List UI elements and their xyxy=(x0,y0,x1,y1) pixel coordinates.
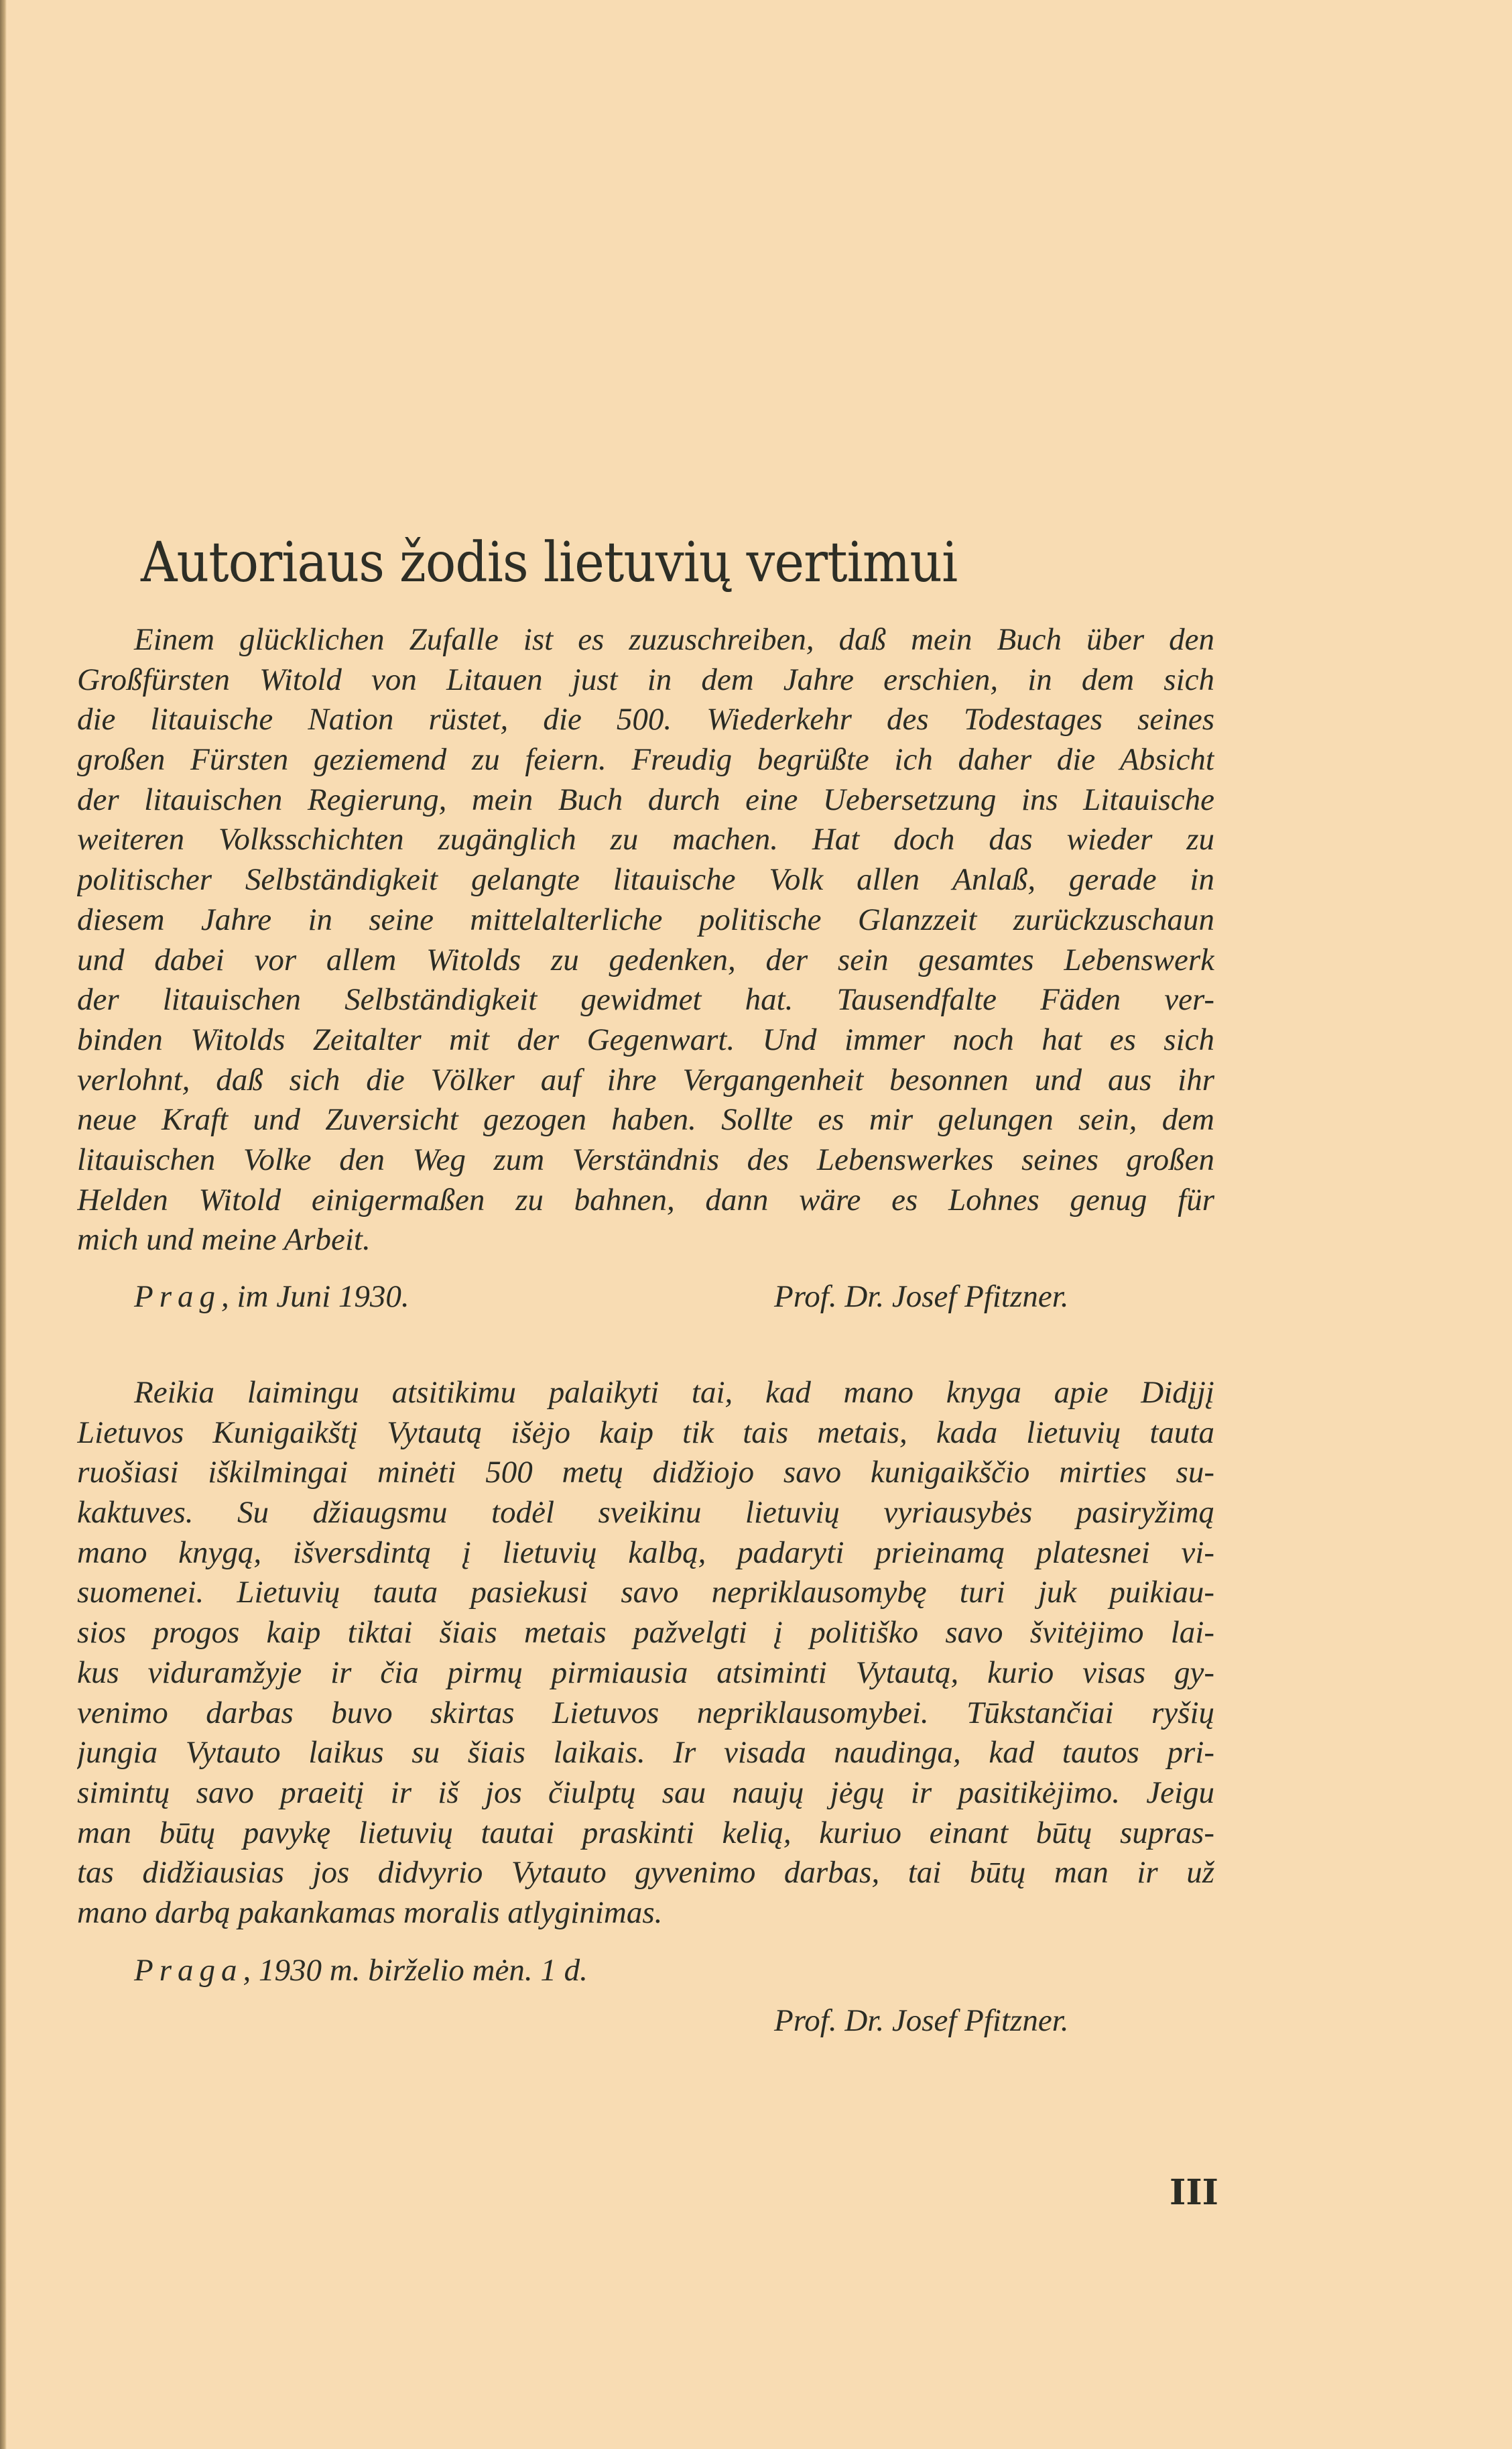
text-line: großen Fürsten geziemend zu feiern. Freudig begrüßte ich daher die Absicht xyxy=(77,742,1214,778)
text-line: tas didžiausias jos didvyrio Vytauto gyvenimo darbas, tai būtų man ir už xyxy=(77,1855,1214,1891)
text-line: suomenei. Lietuvių tauta pasiekusi savo nepriklausomybę turi juk puikiau- xyxy=(77,1575,1214,1610)
text-line: diesem Jahre in seine mittelalterliche politische Glanzzeit zurückzuschaun xyxy=(77,902,1214,937)
german-place: Prag xyxy=(134,1279,221,1314)
lithuanian-date: , 1930 m. birželio mėn. 1 d. xyxy=(243,1953,588,1988)
text-line: mich und meine Arbeit. xyxy=(77,1222,371,1258)
text-line: kaktuves. Su džiaugsmu todėl sveikinu lietuvių vyriausybės pasiryžimą xyxy=(77,1495,1214,1531)
text-line: weiteren Volksschichten zugänglich zu machen. Hat doch das wieder zu xyxy=(77,822,1214,857)
text-line: mano knygą, išversdintą į lietuvių kalbą, padaryti prieinamą platesnei vi- xyxy=(77,1535,1214,1570)
text-line: Großfürsten Witold von Litauen just in dem Jahre erschien, in dem sich xyxy=(77,662,1214,697)
german-place-date xyxy=(134,1277,410,1317)
text-line: neue Kraft und Zuversicht gezogen haben. Sollte es mir gelungen sein, dem xyxy=(77,1102,1214,1138)
page-number: III xyxy=(1170,2172,1218,2213)
text-line: venimo darbas buvo skirtas Lietuvos nepriklausomybei. Tūkstančiai ryšių xyxy=(77,1695,1214,1730)
text-line: sios progos kaip tiktai šiais metais pažvelgti į politiško savo švitėjimo lai- xyxy=(77,1615,1214,1651)
text-line: Lietuvos Kunigaikštį Vytautą išėjo kaip tik tais metais, kada lietuvių tauta xyxy=(77,1415,1214,1450)
lithuanian-signature: Prof. Dr. Josef Pfitzner. xyxy=(774,2003,1069,2038)
text-line: der litauischen Regierung, mein Buch durch eine Uebersetzung ins Litauische xyxy=(77,782,1214,817)
german-paragraph xyxy=(77,620,1214,1260)
text-line: litauischen Volke den Weg zum Verständnis des Lebenswerkes seines großen xyxy=(77,1142,1214,1177)
text-line: simintų savo praeitį ir iš jos čiulptų sau naujų jėgų ir pasitikėjimo. Jeigu xyxy=(77,1775,1214,1810)
text-line: und dabei vor allem Witolds zu gedenken, der sein gesamtes Lebenswerk xyxy=(77,942,1214,977)
text-line: ruošiasi iškilmingai minėti 500 metų didžiojo savo kunigaikščio mirties su- xyxy=(77,1455,1214,1490)
text-line: man būtų pavykę lietuvių tautai praskinti kelią, kuriuo einant būtų supras- xyxy=(77,1815,1214,1850)
page-title: Autoriaus žodis lietuvių vertimui xyxy=(141,531,958,595)
text-line: jungia Vytauto laikus su šiais laikais. Ir visada naudinga, kad tautos pri- xyxy=(77,1735,1214,1771)
text-line: kus viduramžyje ir čia pirmų pirmiausia atsiminti Vytautą, kurio visas gy- xyxy=(77,1655,1214,1690)
lithuanian-paragraph xyxy=(77,1373,1214,1933)
text-line: der litauischen Selbständigkeit gewidmet hat. Tausendfalte Fäden ver- xyxy=(77,982,1214,1018)
text-line: mano darbą pakankamas moralis atlyginimas. xyxy=(77,1895,663,1930)
page-binding-edge xyxy=(0,0,7,2449)
text-line: die litauische Nation rüstet, die 500. Wiederkehr des Todestages seines xyxy=(77,702,1214,737)
german-signature: Prof. Dr. Josef Pfitzner. xyxy=(774,1279,1069,1314)
lithuanian-place: Praga xyxy=(134,1953,243,1988)
text-line: Helden Witold einigermaßen zu bahnen, dann wäre es Lohnes genug für xyxy=(77,1182,1214,1217)
text-line: politischer Selbständigkeit gelangte litauische Volk allen Anlaß, gerade in xyxy=(77,862,1214,898)
lithuanian-place-date xyxy=(134,1951,588,1991)
german-date: , im Juni 1930. xyxy=(221,1279,410,1314)
text-line: binden Witolds Zeitalter mit der Gegenwart. Und immer noch hat es sich xyxy=(77,1022,1214,1057)
text-line: Reikia laimingu atsitikimu palaikyti tai, kad mano knyga apie Didįjį xyxy=(134,1375,1214,1410)
text-line: Einem glücklichen Zufalle ist es zuzuschreiben, daß mein Buch über den xyxy=(134,622,1214,657)
text-line: verlohnt, daß sich die Völker auf ihre Vergangenheit besonnen und aus ihr xyxy=(77,1062,1214,1097)
